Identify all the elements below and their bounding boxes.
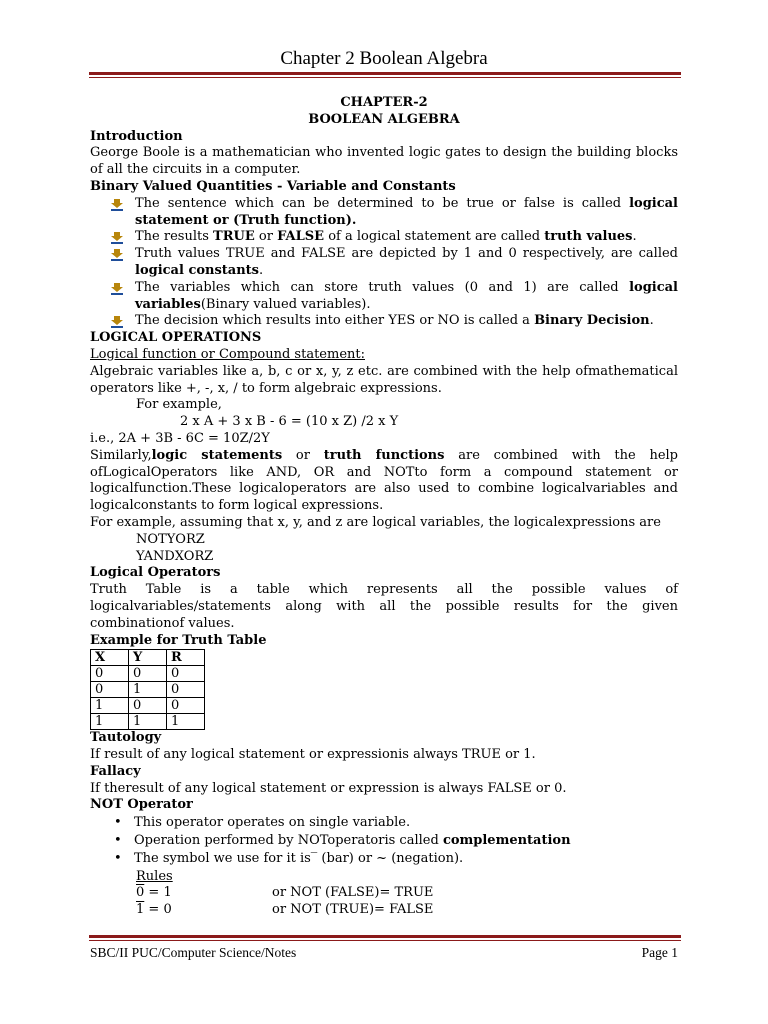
example-truth-table-heading: Example for Truth Table — [90, 632, 267, 648]
table-cell: 0 — [91, 682, 129, 698]
arrow-bullet-icon — [110, 231, 124, 244]
similarly-paragraph: Similarly,logic statements or truth functions are combined with the help ofLogicalOperators like AND, OR and NOTto form a compound statement or logicalfunction.These logicaloperators are also used to combine logicalvariables and logicalconstants to form logical expressions. — [90, 447, 679, 514]
introduction-text: George Boole is a mathematician who invented logic gates to design the building blocks of all the circuits in a computer. — [90, 145, 678, 178]
binary-valued-heading: Binary Valued Quantities - Variable and Constants — [90, 178, 456, 194]
table-row — [91, 698, 205, 714]
list-item: The decision which results into either YES or NO is called a Binary Decision. — [110, 313, 678, 330]
not-operator-list — [90, 815, 678, 867]
table-row — [91, 666, 205, 682]
table-cell: 1 — [129, 714, 167, 730]
for-example-label: For example, — [136, 397, 222, 413]
header-rule — [89, 72, 681, 78]
table-cell: 0 — [129, 666, 167, 682]
logical-operations-heading: LOGICAL OPERATIONS — [90, 330, 262, 346]
list-item: • The symbol we use for it is‾ (bar) or ~ (negation). — [114, 851, 678, 868]
list-item: The sentence which can be determined to be true or false is called logical statement or (Truth function). — [110, 196, 678, 230]
overlined-digit: 1 — [136, 902, 145, 918]
table-cell: 0 — [129, 698, 167, 714]
table-cell: 0 — [167, 698, 205, 714]
arrow-bullet-icon — [110, 282, 124, 295]
table-cell: 1 — [167, 714, 205, 730]
list-item: The results TRUE or FALSE of a logical statement are called truth values. — [110, 229, 678, 246]
table-header-row — [91, 650, 205, 666]
fallacy-text: If theresult of any logical statement or expression is always FALSE or 0. — [90, 780, 567, 796]
example-assuming-text: For example, assuming that x, y, and z are logical variables, the logicalexpressions are — [90, 514, 661, 530]
page-number: Page 1 — [641, 945, 678, 960]
tautology-heading: Tautology — [90, 730, 162, 746]
algebraic-expression: 2 x A + 3 x B - 6 = (10 x Z) /2 x Y — [180, 414, 399, 430]
document-body — [90, 95, 678, 919]
not-operator-heading: NOT Operator — [90, 797, 193, 813]
table-row — [91, 682, 205, 698]
table-cell: 0 — [167, 682, 205, 698]
rule-row: 1 = 0 or NOT (TRUE)= FALSE — [136, 902, 434, 918]
rule-row: 0 = 1 or NOT (FALSE)= TRUE — [136, 885, 434, 901]
table-cell: 1 — [91, 698, 129, 714]
binary-valued-list — [90, 196, 678, 330]
logical-expression: YANDXORZ — [136, 548, 214, 564]
table-header-cell: X — [91, 650, 129, 666]
footer-rule — [89, 935, 681, 941]
list-item: • Operation performed by NOToperatoris called complementation — [114, 833, 678, 850]
arrow-bullet-icon — [110, 248, 124, 261]
overlined-digit: 0 — [136, 885, 145, 901]
table-header-cell: Y — [129, 650, 167, 666]
tautology-text: If result of any logical statement or expressionis always TRUE or 1. — [90, 747, 536, 763]
arrow-bullet-icon — [110, 315, 124, 328]
table-cell: 1 — [129, 682, 167, 698]
algebraic-expression-simplified: i.e., 2A + 3B - 6C = 10Z/2Y — [90, 430, 270, 446]
table-cell: 1 — [91, 714, 129, 730]
fallacy-heading: Fallacy — [90, 763, 141, 779]
introduction-heading: Introduction — [90, 128, 183, 144]
rule-description: or NOT (TRUE)= FALSE — [272, 902, 434, 918]
truth-table-description: Truth Table is a table which represents all the possible values of logicalvariables/statements along with all the possible results for the given combinationof values. — [90, 582, 678, 631]
arrow-bullet-icon — [110, 198, 124, 211]
chapter-title: BOOLEAN ALGEBRA — [308, 111, 460, 127]
table-row — [91, 714, 205, 730]
footer-course-label: SBC/II PUC/Computer Science/Notes — [90, 945, 297, 960]
rule-description: or NOT (FALSE)= TRUE — [272, 885, 434, 901]
page-header-title: Chapter 2 Boolean Algebra — [280, 48, 488, 69]
list-item: Truth values TRUE and FALSE are depicted by 1 and 0 respectively, are called logical constants. — [110, 246, 678, 280]
table-cell: 0 — [167, 666, 205, 682]
page-footer — [90, 945, 678, 961]
compound-statement-heading: Logical function or Compound statement: — [90, 346, 365, 362]
list-item: • This operator operates on single variable. — [114, 815, 678, 832]
algebraic-text: Algebraic variables like a, b, c or x, y, z etc. are combined with the help ofmathematical operators like +, -, x, / to form algebraic expressions. — [90, 363, 678, 396]
logical-expression: NOTYORZ — [136, 531, 205, 547]
table-cell: 0 — [91, 666, 129, 682]
list-item: The variables which can store truth values (0 and 1) are called logical variables(Binary valued variables). — [110, 280, 678, 314]
logical-operators-heading: Logical Operators — [90, 565, 221, 581]
rules-label: Rules — [136, 868, 173, 884]
table-header-cell: R — [167, 650, 205, 666]
truth-table — [90, 649, 205, 730]
chapter-number: CHAPTER-2 — [340, 95, 428, 110]
